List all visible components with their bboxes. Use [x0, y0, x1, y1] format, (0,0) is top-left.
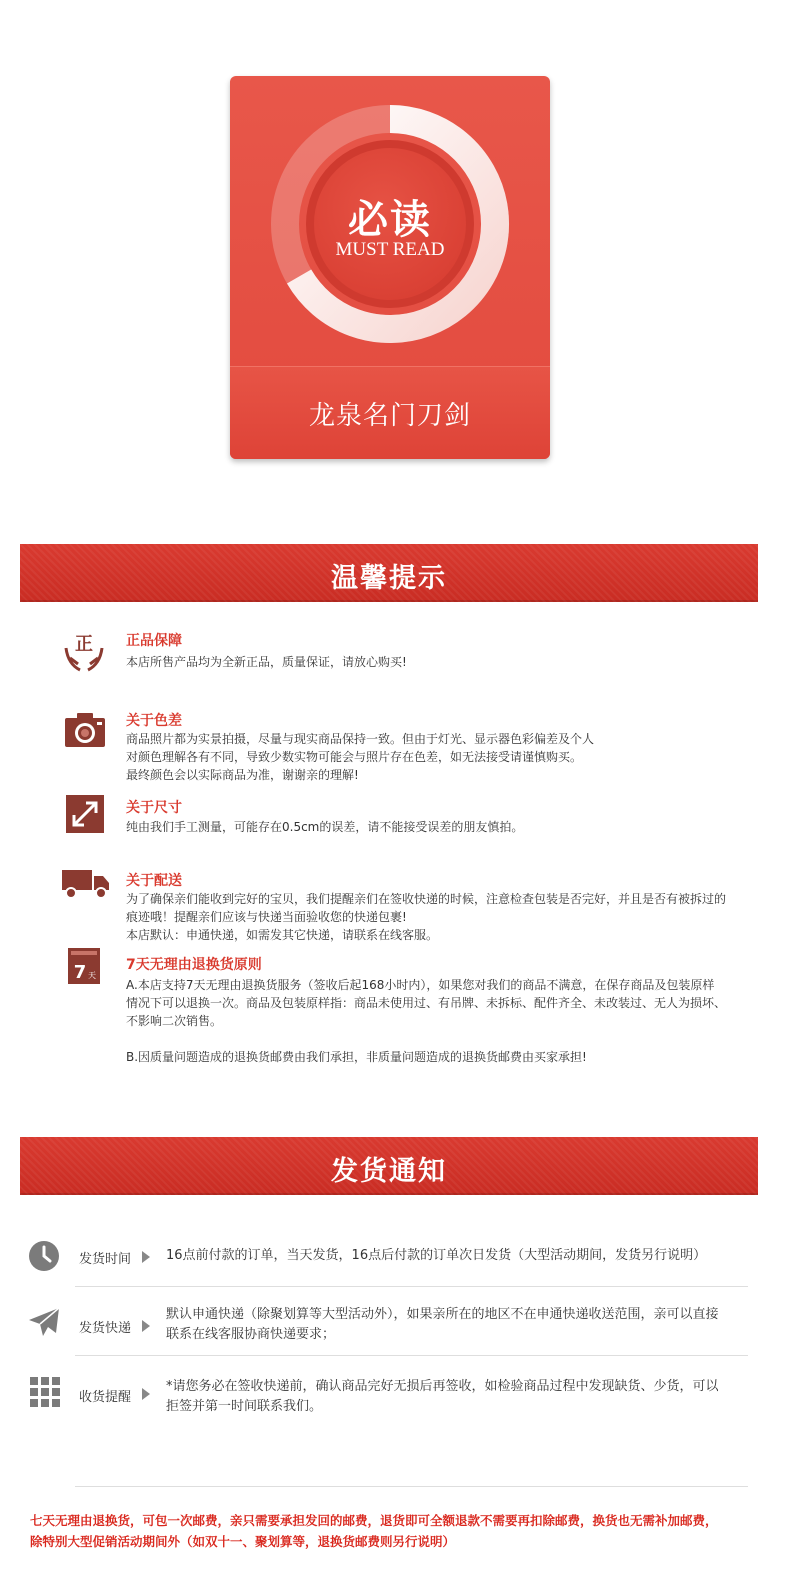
tips-banner-title: 温馨提示 — [331, 563, 447, 594]
tip-text: A.本店支持7天无理由退换货服务（签收后起168小时内），如果您对我们的商品不满意，在保存商品及包装原样 情况下可以退换一次。商品及包装原样指：商品未使用过、有吊牌、未拆标、配件齐全、未改装过、无人为损坏、 不影响二次销售。 B.因质量问题造成的退换货邮费由我们承担，非质量问题造成的退换货邮费由买家承担! — [126, 978, 727, 1064]
tip-title: 正品保障 — [126, 633, 182, 649]
shipping-label: 发货时间 — [79, 1252, 132, 1267]
shipping-label: 发货快递 — [79, 1321, 132, 1336]
must-read-title-en: MUST READ — [335, 239, 445, 260]
must-read-title-cn: 必读 — [348, 197, 432, 243]
camera-icon — [64, 712, 106, 748]
arrow-right-icon — [142, 1251, 150, 1263]
arrow-right-icon — [142, 1320, 150, 1332]
shipping-text: *请您务必在签收快递前，确认商品完好无损后再签收，如检验商品过程中发现缺货、少货，可以 拒签并第一时间联系我们。 — [166, 1379, 719, 1414]
tip-text: 本店所售产品均为全新正品，质量保证，请放心购买! — [126, 655, 407, 669]
arrow-right-icon — [142, 1388, 150, 1400]
shipping-label: 收货提醒 — [79, 1390, 132, 1405]
tip-title: 关于配送 — [126, 873, 182, 889]
clock-icon — [28, 1240, 60, 1272]
shipping-banner-title: 发货通知 — [331, 1156, 447, 1187]
resize-arrow-icon — [66, 795, 104, 833]
tip-title: 关于尺寸 — [126, 800, 182, 816]
tip-title: 7天无理由退换货原则 — [126, 957, 262, 973]
svg-text:正: 正 — [75, 634, 93, 655]
tip-text: 纯由我们手工测量，可能存在0.5cm的误差，请不能接受误差的朋友慎拍。 — [126, 820, 524, 834]
tip-title: 关于色差 — [126, 713, 182, 729]
shop-name: 龙泉名门刀剑 — [308, 401, 471, 431]
shipping-text: 16点前付款的订单，当天发货，16点后付款的订单次日发货（大型活动期间，发货另行说明） — [166, 1248, 707, 1263]
grid-icon — [30, 1377, 60, 1407]
shop-name-bar — [230, 366, 550, 459]
divider — [75, 1286, 748, 1287]
svg-text:天: 天 — [88, 971, 96, 980]
tip-text: 为了确保亲们能收到完好的宝贝，我们提醒亲们在签收快递的时候，注意检查包装是否完好，并且是否有被拆过的 痕迹哦！提醒亲们应该与快递当面验收您的快递包裹! 本店默认：申通快递，如需发其它快递，请联系在线客服。 — [126, 892, 727, 942]
must-read-card — [230, 76, 550, 459]
genuine-hands-icon — [62, 628, 106, 672]
delivery-truck-icon — [62, 868, 110, 900]
tip-text: 商品照片都为实景拍摄，尽量与现实商品保持一致。但由于灯光、显示器色彩偏差及个人 对颜色理解各有不同，导致少数实物可能会与照片存在色差，如无法接受请谨慎购买。 最终颜色会以实际商品为准，谢谢亲的理解! — [126, 732, 595, 782]
airplane-icon — [26, 1305, 62, 1341]
svg-text:7: 7 — [73, 962, 87, 983]
seven-day-return-icon — [68, 948, 100, 986]
divider — [75, 1355, 748, 1356]
shipping-text: 默认申通快递（除聚划算等大型活动外），如果亲所在的地区不在申通快递收送范围，亲可以直接 联系在线客服协商快递要求； — [166, 1307, 719, 1342]
divider — [75, 1486, 748, 1487]
return-postage-note: 七天无理由退换货，可包一次邮费，亲只需要承担发回的邮费，退货即可全额退款不需要再扣除邮费，换货也无需补加邮费， 除特别大型促销活动期间外（如双十一、聚划算等，退换货邮费则另行说明） — [30, 1513, 718, 1549]
tips-banner — [20, 544, 758, 602]
shipping-banner — [20, 1137, 758, 1195]
